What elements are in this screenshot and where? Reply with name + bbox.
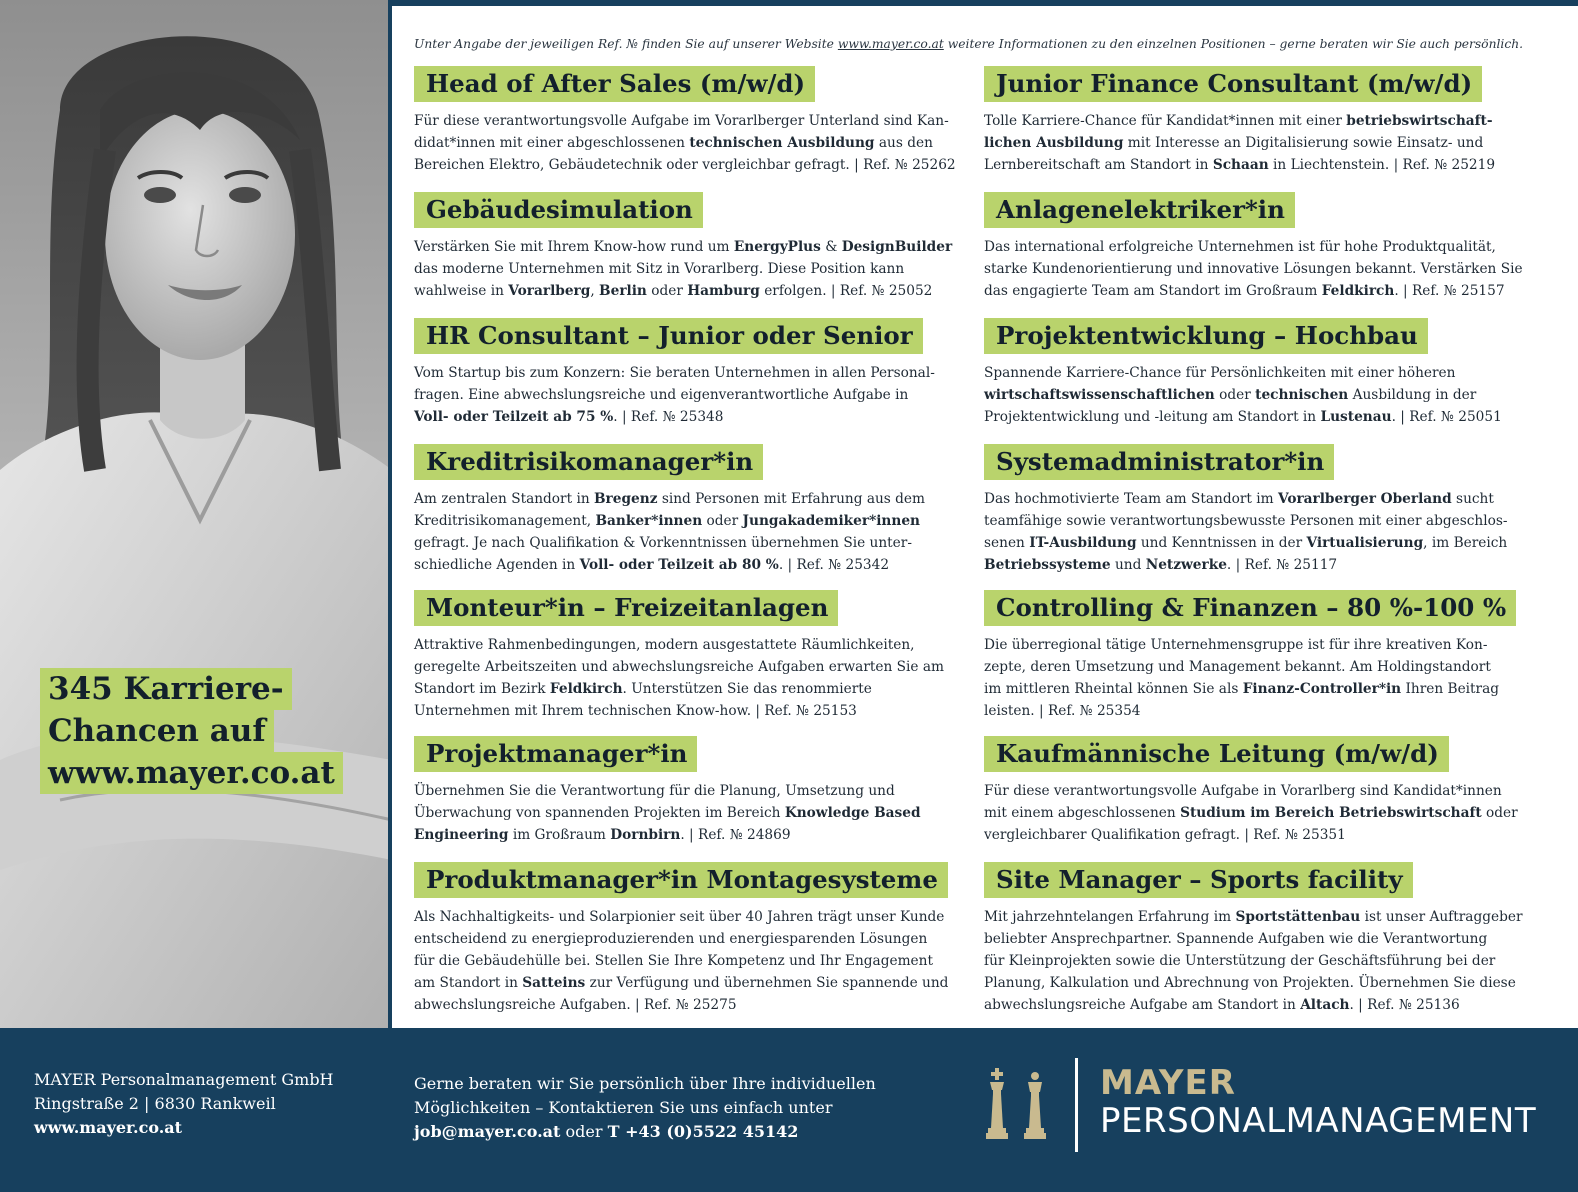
job-description-line: Spannende Karriere-Chance für Persönlichkeiten mit einer höheren: [984, 365, 1456, 381]
job-description-line: Attraktive Rahmenbedingungen, modern ausgestattete Räumlichkeiten,: [414, 637, 915, 653]
job-description-line: starke Kundenorientierung und innovative Lösungen bekannt. Verstärken Sie: [984, 261, 1523, 277]
job-description: [984, 634, 1544, 722]
contact-line-2: Möglichkeiten – Kontaktieren Sie uns einfach unter: [414, 1098, 833, 1117]
job-description-line: am Standort in Satteins zur Verfügung und übernehmen Sie spannende und: [414, 975, 949, 991]
intro-after: weitere Informationen zu den einzelnen Positionen – gerne beraten wir Sie auch persönlich.: [943, 37, 1524, 51]
job-description-line: didat*innen mit einer abgeschlossenen technischen Ausbildung aus den: [414, 135, 933, 151]
job-description-line: Vom Startup bis zum Konzern: Sie beraten Unternehmen in allen Personal-: [414, 365, 935, 381]
job-description-line: Die überregional tätige Unternehmensgruppe ist für ihre kreativen Kon-: [984, 637, 1488, 653]
job-description: [984, 236, 1544, 302]
contact-info: [414, 1072, 876, 1144]
contact-line-3: [414, 1120, 876, 1144]
job-description-line: entscheidend zu energieproduzierenden und energiesparenden Lösungen: [414, 931, 928, 947]
job-description-line: Planung, Kalkulation und Abrechnung von Projekten. Übernehmen Sie diese: [984, 975, 1516, 991]
job-listing[interactable]: [414, 66, 974, 176]
job-description-line: das engagierte Team am Standort im Großraum Feldkirch. | Ref. № 25157: [984, 283, 1505, 299]
job-title[interactable]: Controlling & Finanzen – 80 %-100 %: [984, 590, 1516, 626]
footer-website-link[interactable]: www.mayer.co.at: [34, 1118, 183, 1137]
job-description-line: Lernbereitschaft am Standort in Schaan in Liechtenstein. | Ref. № 25219: [984, 157, 1496, 173]
job-description-line: Übernehmen Sie die Verantwortung für die Planung, Umsetzung und: [414, 783, 895, 799]
job-description-line: vergleichbarer Qualifikation gefragt. | Ref. № 25351: [984, 827, 1346, 843]
job-description: [414, 906, 974, 1016]
footer: [0, 1028, 1578, 1192]
job-title[interactable]: Kaufmännische Leitung (m/w/d): [984, 736, 1449, 772]
job-title[interactable]: Anlagenelektriker*in: [984, 192, 1295, 228]
job-description-line: Unternehmen mit Ihrem technischen Know-how. | Ref. № 25153: [414, 703, 857, 719]
job-description-line: wirtschaftswissenschaftlichen oder technischen Ausbildung in der: [984, 387, 1477, 403]
job-description-line: Das hochmotivierte Team am Standort im Vorarlberger Oberland sucht: [984, 491, 1494, 507]
company-address: Ringstraße 2 | 6830 Rankweil: [34, 1094, 276, 1113]
job-title[interactable]: HR Consultant – Junior oder Senior: [414, 318, 923, 354]
job-description-line: Am zentralen Standort in Bregenz sind Personen mit Erfahrung aus dem: [414, 491, 926, 507]
job-listing[interactable]: [984, 66, 1544, 176]
job-description-line: wahlweise in Vorarlberg, Berlin oder Hamburg erfolgen. | Ref. № 25052: [414, 283, 933, 299]
portrait-photo-panel: [0, 0, 392, 1036]
job-description-line: Für diese verantwortungsvolle Aufgabe im Vorarlberger Unterland sind Kan-: [414, 113, 949, 129]
job-description-line: gefragt. Je nach Qualifikation & Vorkenntnissen übernehmen Sie unter-: [414, 535, 912, 551]
job-title[interactable]: Produktmanager*in Montagesysteme: [414, 862, 948, 898]
job-description-line: Bereichen Elektro, Gebäudetechnik oder vergleichbar gefragt. | Ref. № 25262: [414, 157, 956, 173]
intro-before: Unter Angabe der jeweiligen Ref. № finden Sie auf unserer Website: [414, 37, 838, 51]
job-description: [414, 780, 974, 846]
job-description-line: geregelte Arbeitszeiten und abwechslungsreiche Aufgaben erwarten Sie am: [414, 659, 944, 675]
chess-pieces-logo-icon: [985, 1056, 1065, 1156]
brand-line-1: MAYER: [1100, 1063, 1236, 1103]
intro-text: [414, 34, 1544, 54]
job-description-line: Für diese verantwortungsvolle Aufgabe in Vorarlberg sind Kandidat*innen: [984, 783, 1502, 799]
job-description-line: Projektentwicklung und -leitung am Standort in Lustenau. | Ref. № 25051: [984, 409, 1502, 425]
job-description-line: für die Gebäudehülle bei. Stellen Sie Ihre Kompetenz und Ihr Engagement: [414, 953, 933, 969]
job-description-line: Kreditrisikomanagement, Banker*innen oder Jungakademiker*innen: [414, 513, 920, 529]
job-listing[interactable]: [414, 192, 974, 302]
job-title[interactable]: Systemadministrator*in: [984, 444, 1334, 480]
job-listing[interactable]: [414, 590, 974, 722]
job-description: [984, 780, 1544, 846]
job-description-line: lichen Ausbildung mit Interesse an Digitalisierung sowie Einsatz- und: [984, 135, 1484, 151]
job-description: [984, 488, 1544, 576]
job-listing[interactable]: [984, 444, 1544, 576]
job-description-line: Überwachung von spannenden Projekten im Bereich Knowledge Based: [414, 805, 921, 821]
job-listing[interactable]: [984, 862, 1544, 1016]
job-description: [984, 906, 1544, 1016]
job-description-line: leisten. | Ref. № 25354: [984, 703, 1141, 719]
job-description: [414, 634, 974, 722]
job-description-line: senen IT-Ausbildung und Kenntnissen in der Virtualisierung, im Bereich: [984, 535, 1508, 551]
job-title[interactable]: Projektmanager*in: [414, 736, 697, 772]
job-description-line: Engineering im Großraum Dornbirn. | Ref. № 24869: [414, 827, 791, 843]
job-description-line: mit einem abgeschlossenen Studium im Bereich Betriebswirtschaft oder: [984, 805, 1518, 821]
job-description-line: Standort im Bezirk Feldkirch. Unterstützen Sie das renommierte: [414, 681, 872, 697]
job-listing[interactable]: [414, 862, 974, 1016]
job-title[interactable]: Site Manager – Sports facility: [984, 862, 1413, 898]
job-description-line: im mittleren Rheintal können Sie als Finanz-Controller*in Ihren Beitrag: [984, 681, 1500, 697]
job-title[interactable]: Head of After Sales (m/w/d): [414, 66, 815, 102]
job-description-line: Tolle Karriere-Chance für Kandidat*innen mit einer betriebswirtschaft-: [984, 113, 1493, 129]
logo-divider: [1075, 1058, 1078, 1152]
email-link[interactable]: job@mayer.co.at: [414, 1122, 561, 1141]
job-title[interactable]: Projektentwicklung – Hochbau: [984, 318, 1428, 354]
job-description-line: abwechslungsreiche Aufgaben. | Ref. № 25275: [414, 997, 737, 1013]
promo-line-2: Chancen auf: [40, 710, 274, 752]
brand-wordmark: [1100, 1063, 1537, 1141]
job-description: [414, 110, 974, 176]
job-listing[interactable]: [984, 590, 1544, 722]
job-listing[interactable]: [414, 736, 974, 846]
phone-number[interactable]: T +43 (0)5522 45142: [607, 1122, 799, 1141]
job-listings: [414, 34, 1544, 1013]
promo-line-1: 345 Karriere-: [40, 668, 292, 710]
contact-line-1: Gerne beraten wir Sie persönlich über Ihre individuellen: [414, 1074, 876, 1093]
job-description-line: Betriebssysteme und Netzwerke. | Ref. № 25117: [984, 557, 1338, 573]
job-description: [984, 110, 1544, 176]
job-listing[interactable]: [414, 318, 974, 428]
job-description-line: Verstärken Sie mit Ihrem Know-how rund um EnergyPlus & DesignBuilder: [414, 239, 953, 255]
job-listing[interactable]: [984, 318, 1544, 428]
job-description: [414, 488, 974, 576]
job-description-line: Als Nachhaltigkeits- und Solarpionier seit über 40 Jahren trägt unser Kunde: [414, 909, 945, 925]
job-description: [414, 362, 974, 428]
job-description-line: teamfähige sowie verantwortungsbewusste Personen mit einer abgeschlos-: [984, 513, 1508, 529]
company-name: MAYER Personalmanagement GmbH: [34, 1070, 334, 1089]
job-title[interactable]: Monteur*in – Freizeitanlagen: [414, 590, 838, 626]
job-listing[interactable]: [984, 736, 1544, 846]
contact-or: oder: [560, 1122, 608, 1141]
promo-website-link[interactable]: www.mayer.co.at: [40, 752, 343, 794]
job-description-line: schiedliche Agenden in Voll- oder Teilzeit ab 80 %. | Ref. № 25342: [414, 557, 890, 573]
job-title[interactable]: Junior Finance Consultant (m/w/d): [984, 66, 1482, 102]
job-description-line: das moderne Unternehmen mit Sitz in Vorarlberg. Diese Position kann: [414, 261, 905, 277]
job-title[interactable]: Gebäudesimulation: [414, 192, 703, 228]
job-description-line: für Kleinprojekten sowie die Unterstützung der Geschäftsführung bei der: [984, 953, 1496, 969]
company-info: [34, 1068, 334, 1140]
job-description-line: Das international erfolgreiche Unternehmen ist für hohe Produktqualität,: [984, 239, 1496, 255]
job-listing[interactable]: [984, 192, 1544, 302]
job-description-line: fragen. Eine abwechslungsreiche und eigenverantwortliche Aufgabe in: [414, 387, 909, 403]
brand-line-2: PERSONALMANAGEMENT: [1100, 1101, 1537, 1141]
job-description-line: zepte, deren Umsetzung und Management bekannt. Am Holdingstandort: [984, 659, 1491, 675]
job-description-line: abwechslungsreiche Aufgabe am Standort in Altach. | Ref. № 25136: [984, 997, 1460, 1013]
job-listing[interactable]: [414, 444, 974, 576]
portrait-illustration: [0, 0, 392, 1036]
job-title[interactable]: Kreditrisikomanager*in: [414, 444, 763, 480]
job-description-line: beliebter Ansprechpartner. Spannende Aufgaben wie die Verantwortung: [984, 931, 1488, 947]
job-description: [984, 362, 1544, 428]
job-description: [414, 236, 974, 302]
promo-block: [40, 668, 343, 794]
website-link[interactable]: www.mayer.co.at: [837, 37, 944, 51]
job-description-line: Voll- oder Teilzeit ab 75 %. | Ref. № 25348: [414, 409, 724, 425]
job-description-line: Mit jahrzehntelangen Erfahrung im Sportstättenbau ist unser Auftraggeber: [984, 909, 1523, 925]
